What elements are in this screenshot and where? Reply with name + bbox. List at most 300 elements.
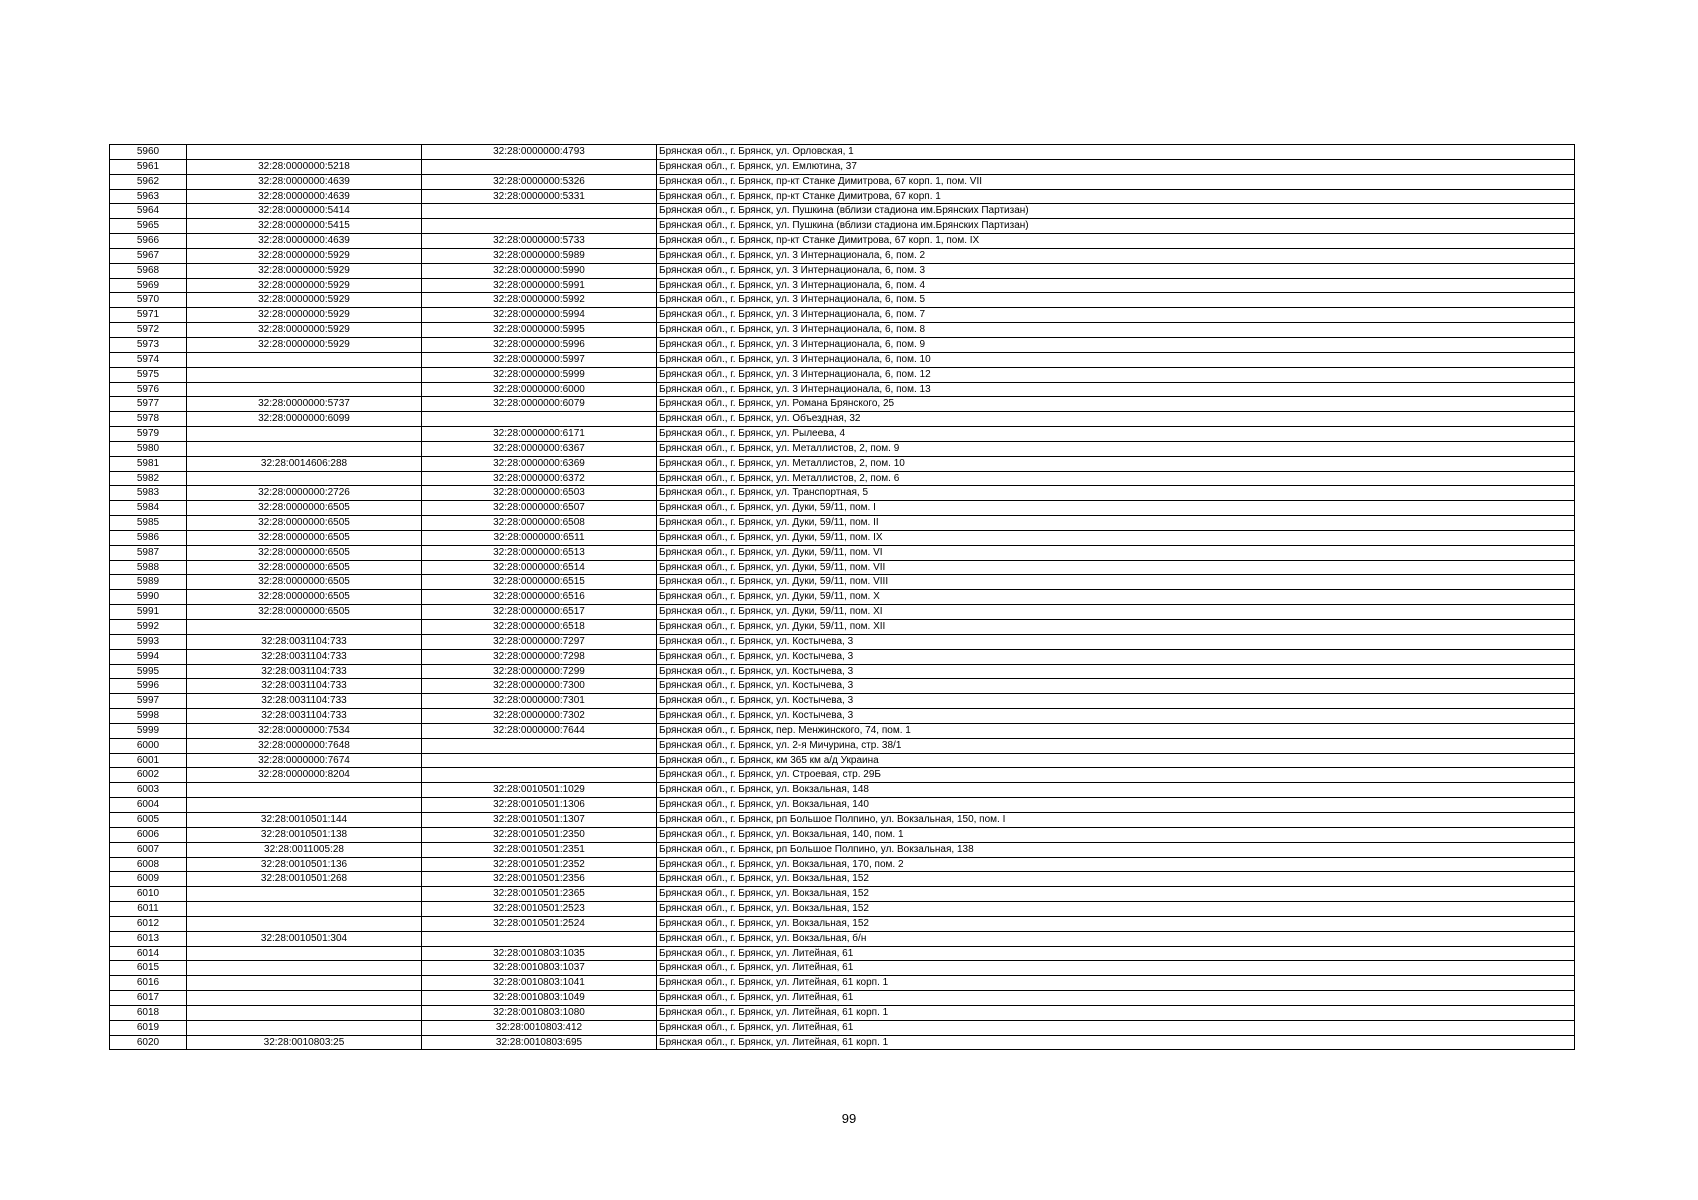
row-number-cell: 5978 [110, 412, 187, 427]
address-cell: Брянская обл., г. Брянск, ул. Транспортная, 5 [657, 486, 1575, 501]
premises-cadastral-number-cell: 32:28:0010501:1029 [422, 783, 657, 798]
cadastral-number-cell [187, 620, 422, 635]
row-number-cell: 5966 [110, 234, 187, 249]
premises-cadastral-number-cell: 32:28:0010803:1080 [422, 1005, 657, 1020]
premises-cadastral-number-cell: 32:28:0010803:1041 [422, 976, 657, 991]
cadastral-number-cell: 32:28:0000000:5414 [187, 204, 422, 219]
address-cell: Брянская обл., г. Брянск, км 365 км а/д Украина [657, 753, 1575, 768]
cadastral-number-cell: 32:28:0000000:4639 [187, 189, 422, 204]
table-row [110, 961, 1575, 976]
address-cell: Брянская обл., г. Брянск, пр-кт Станке Димитрова, 67 корп. 1, пом. VII [657, 174, 1575, 189]
table-row [110, 293, 1575, 308]
cadastral-number-cell [187, 961, 422, 976]
row-number-cell: 5984 [110, 501, 187, 516]
address-cell: Брянская обл., г. Брянск, ул. Костычева, 3 [657, 709, 1575, 724]
row-number-cell: 6017 [110, 991, 187, 1006]
premises-cadastral-number-cell: 32:28:0000000:7302 [422, 709, 657, 724]
table-row [110, 916, 1575, 931]
table-row [110, 634, 1575, 649]
page-number: 99 [841, 1111, 857, 1126]
table-row [110, 783, 1575, 798]
table-row [110, 323, 1575, 338]
table-row [110, 753, 1575, 768]
premises-cadastral-number-cell: 32:28:0000000:7300 [422, 679, 657, 694]
address-cell: Брянская обл., г. Брянск, ул. Литейная, 61 корп. 1 [657, 1035, 1575, 1050]
cadastral-number-cell: 32:28:0010501:304 [187, 931, 422, 946]
cadastral-number-cell: 32:28:0000000:6505 [187, 516, 422, 531]
cadastral-number-cell [187, 887, 422, 902]
row-number-cell: 6003 [110, 783, 187, 798]
table-row [110, 946, 1575, 961]
premises-cadastral-number-cell [422, 753, 657, 768]
premises-cadastral-number-cell: 32:28:0010803:1049 [422, 991, 657, 1006]
table-row [110, 219, 1575, 234]
premises-cadastral-number-cell: 32:28:0000000:6503 [422, 486, 657, 501]
table-row [110, 486, 1575, 501]
cadastral-number-cell: 32:28:0000000:6505 [187, 545, 422, 560]
table-row [110, 501, 1575, 516]
cadastral-number-cell: 32:28:0031104:733 [187, 634, 422, 649]
address-cell: Брянская обл., г. Брянск, ул. 3 Интернационала, 6, пом. 3 [657, 263, 1575, 278]
cadastral-number-cell: 32:28:0000000:5929 [187, 337, 422, 352]
row-number-cell: 5962 [110, 174, 187, 189]
row-number-cell: 6013 [110, 931, 187, 946]
address-cell: Брянская обл., г. Брянск, ул. Дуки, 59/11, пом. IX [657, 530, 1575, 545]
premises-cadastral-number-cell: 32:28:0000000:7298 [422, 649, 657, 664]
premises-cadastral-number-cell: 32:28:0010501:2524 [422, 916, 657, 931]
premises-cadastral-number-cell: 32:28:0000000:7644 [422, 723, 657, 738]
address-cell: Брянская обл., г. Брянск, ул. Костычева, 3 [657, 649, 1575, 664]
row-number-cell: 5970 [110, 293, 187, 308]
address-cell: Брянская обл., г. Брянск, ул. Вокзальная, 152 [657, 872, 1575, 887]
row-number-cell: 5998 [110, 709, 187, 724]
address-cell: Брянская обл., г. Брянск, ул. 3 Интернационала, 6, пом. 8 [657, 323, 1575, 338]
address-cell: Брянская обл., г. Брянск, ул. Дуки, 59/11, пом. II [657, 516, 1575, 531]
premises-cadastral-number-cell: 32:28:0000000:6171 [422, 427, 657, 442]
row-number-cell: 5992 [110, 620, 187, 635]
address-cell: Брянская обл., г. Брянск, ул. Костычева, 3 [657, 634, 1575, 649]
table-row [110, 471, 1575, 486]
premises-cadastral-number-cell: 32:28:0000000:5326 [422, 174, 657, 189]
premises-cadastral-number-cell: 32:28:0000000:5995 [422, 323, 657, 338]
address-cell: Брянская обл., г. Брянск, ул. Дуки, 59/11, пом. I [657, 501, 1575, 516]
cadastral-number-cell: 32:28:0000000:6099 [187, 412, 422, 427]
property-table [109, 144, 1575, 1050]
address-cell: Брянская обл., г. Брянск, ул. Литейная, 61 корп. 1 [657, 1005, 1575, 1020]
table-row [110, 308, 1575, 323]
row-number-cell: 5964 [110, 204, 187, 219]
address-cell: Брянская обл., г. Брянск, ул. Дуки, 59/11, пом. VII [657, 560, 1575, 575]
premises-cadastral-number-cell: 32:28:0000000:6516 [422, 590, 657, 605]
table-row [110, 590, 1575, 605]
cadastral-number-cell [187, 471, 422, 486]
cadastral-number-cell: 32:28:0010501:136 [187, 857, 422, 872]
row-number-cell: 5965 [110, 219, 187, 234]
premises-cadastral-number-cell: 32:28:0000000:5997 [422, 352, 657, 367]
row-number-cell: 5999 [110, 723, 187, 738]
cadastral-number-cell: 32:28:0000000:6505 [187, 530, 422, 545]
cadastral-number-cell: 32:28:0031104:733 [187, 649, 422, 664]
premises-cadastral-number-cell: 32:28:0000000:7299 [422, 664, 657, 679]
cadastral-number-cell: 32:28:0000000:5737 [187, 397, 422, 412]
address-cell: Брянская обл., г. Брянск, ул. Литейная, 61 [657, 946, 1575, 961]
premises-cadastral-number-cell: 32:28:0010501:2352 [422, 857, 657, 872]
premises-cadastral-number-cell: 32:28:0000000:7301 [422, 694, 657, 709]
table-row [110, 575, 1575, 590]
address-cell: Брянская обл., г. Брянск, ул. Вокзальная, 148 [657, 783, 1575, 798]
table-row [110, 827, 1575, 842]
row-number-cell: 5990 [110, 590, 187, 605]
address-cell: Брянская обл., г. Брянск, ул. Дуки, 59/11, пом. VIII [657, 575, 1575, 590]
address-cell: Брянская обл., г. Брянск, ул. Литейная, 61 корп. 1 [657, 976, 1575, 991]
row-number-cell: 5963 [110, 189, 187, 204]
table-row [110, 649, 1575, 664]
cadastral-number-cell: 32:28:0000000:5929 [187, 248, 422, 263]
row-number-cell: 6005 [110, 812, 187, 827]
row-number-cell: 5982 [110, 471, 187, 486]
address-cell: Брянская обл., г. Брянск, ул. Строевая, стр. 29Б [657, 768, 1575, 783]
row-number-cell: 6019 [110, 1020, 187, 1035]
premises-cadastral-number-cell: 32:28:0010501:2350 [422, 827, 657, 842]
premises-cadastral-number-cell: 32:28:0010501:1306 [422, 798, 657, 813]
table-row [110, 397, 1575, 412]
cadastral-number-cell: 32:28:0000000:5929 [187, 323, 422, 338]
address-cell: Брянская обл., г. Брянск, ул. Рылеева, 4 [657, 427, 1575, 442]
premises-cadastral-number-cell: 32:28:0000000:5991 [422, 278, 657, 293]
cadastral-number-cell: 32:28:0000000:5929 [187, 293, 422, 308]
premises-cadastral-number-cell: 32:28:0000000:6514 [422, 560, 657, 575]
table-row [110, 234, 1575, 249]
table-row [110, 530, 1575, 545]
row-number-cell: 6007 [110, 842, 187, 857]
row-number-cell: 6001 [110, 753, 187, 768]
table-row [110, 278, 1575, 293]
row-number-cell: 6018 [110, 1005, 187, 1020]
table-row [110, 679, 1575, 694]
address-cell: Брянская обл., г. Брянск, ул. 3 Интернационала, 6, пом. 4 [657, 278, 1575, 293]
table-row [110, 412, 1575, 427]
cadastral-number-cell: 32:28:0000000:5218 [187, 159, 422, 174]
cadastral-number-cell: 32:28:0031104:733 [187, 694, 422, 709]
cadastral-number-cell [187, 367, 422, 382]
row-number-cell: 5994 [110, 649, 187, 664]
address-cell: Брянская обл., г. Брянск, ул. Дуки, 59/11, пом. XI [657, 605, 1575, 620]
premises-cadastral-number-cell: 32:28:0000000:4793 [422, 145, 657, 160]
row-number-cell: 5995 [110, 664, 187, 679]
address-cell: Брянская обл., г. Брянск, пр-кт Станке Димитрова, 67 корп. 1 [657, 189, 1575, 204]
address-cell: Брянская обл., г. Брянск, ул. Металлистов, 2, пом. 9 [657, 441, 1575, 456]
premises-cadastral-number-cell: 32:28:0000000:5992 [422, 293, 657, 308]
row-number-cell: 5969 [110, 278, 187, 293]
cadastral-number-cell [187, 783, 422, 798]
cadastral-number-cell [187, 902, 422, 917]
cadastral-number-cell [187, 1020, 422, 1035]
cadastral-number-cell: 32:28:0000000:6505 [187, 501, 422, 516]
premises-cadastral-number-cell: 32:28:0000000:7297 [422, 634, 657, 649]
cadastral-number-cell: 32:28:0000000:6505 [187, 605, 422, 620]
table-row [110, 842, 1575, 857]
cadastral-number-cell [187, 441, 422, 456]
premises-cadastral-number-cell [422, 204, 657, 219]
cadastral-number-cell: 32:28:0031104:733 [187, 664, 422, 679]
cadastral-number-cell: 32:28:0000000:5415 [187, 219, 422, 234]
property-table-body [110, 145, 1575, 1050]
address-cell: Брянская обл., г. Брянск, ул. 3 Интернационала, 6, пом. 7 [657, 308, 1575, 323]
row-number-cell: 5980 [110, 441, 187, 456]
premises-cadastral-number-cell: 32:28:0000000:6517 [422, 605, 657, 620]
row-number-cell: 5972 [110, 323, 187, 338]
address-cell: Брянская обл., г. Брянск, ул. Вокзальная, 152 [657, 887, 1575, 902]
address-cell: Брянская обл., г. Брянск, ул. 3 Интернационала, 6, пом. 12 [657, 367, 1575, 382]
cadastral-number-cell: 32:28:0000000:5929 [187, 263, 422, 278]
row-number-cell: 6008 [110, 857, 187, 872]
premises-cadastral-number-cell [422, 931, 657, 946]
address-cell: Брянская обл., г. Брянск, ул. Металлистов, 2, пом. 10 [657, 456, 1575, 471]
address-cell: Брянская обл., г. Брянск, ул. 3 Интернационала, 6, пом. 5 [657, 293, 1575, 308]
address-cell: Брянская обл., г. Брянск, ул. Вокзальная, 140 [657, 798, 1575, 813]
address-cell: Брянская обл., г. Брянск, ул. Орловская, 1 [657, 145, 1575, 160]
address-cell: Брянская обл., г. Брянск, ул. Костычева, 3 [657, 694, 1575, 709]
cadastral-number-cell: 32:28:0010501:138 [187, 827, 422, 842]
table-row [110, 263, 1575, 278]
cadastral-number-cell: 32:28:0000000:7648 [187, 738, 422, 753]
table-row [110, 694, 1575, 709]
table-row [110, 545, 1575, 560]
address-cell: Брянская обл., г. Брянск, ул. Вокзальная, 152 [657, 916, 1575, 931]
table-row [110, 931, 1575, 946]
row-number-cell: 5985 [110, 516, 187, 531]
row-number-cell: 5976 [110, 382, 187, 397]
address-cell: Брянская обл., г. Брянск, ул. Вокзальная, б/н [657, 931, 1575, 946]
row-number-cell: 5971 [110, 308, 187, 323]
premises-cadastral-number-cell: 32:28:0000000:6369 [422, 456, 657, 471]
address-cell: Брянская обл., г. Брянск, ул. Литейная, 61 [657, 1020, 1575, 1035]
row-number-cell: 5974 [110, 352, 187, 367]
row-number-cell: 5997 [110, 694, 187, 709]
table-row [110, 768, 1575, 783]
premises-cadastral-number-cell: 32:28:0000000:6507 [422, 501, 657, 516]
address-cell: Брянская обл., г. Брянск, ул. Литейная, 61 [657, 991, 1575, 1006]
row-number-cell: 5986 [110, 530, 187, 545]
table-row [110, 857, 1575, 872]
premises-cadastral-number-cell: 32:28:0010803:1035 [422, 946, 657, 961]
row-number-cell: 6014 [110, 946, 187, 961]
address-cell: Брянская обл., г. Брянск, ул. 3 Интернационала, 6, пом. 2 [657, 248, 1575, 263]
row-number-cell: 5991 [110, 605, 187, 620]
premises-cadastral-number-cell: 32:28:0000000:5733 [422, 234, 657, 249]
table-row [110, 248, 1575, 263]
premises-cadastral-number-cell: 32:28:0000000:6508 [422, 516, 657, 531]
premises-cadastral-number-cell [422, 159, 657, 174]
address-cell: Брянская обл., г. Брянск, ул. Костычева, 3 [657, 664, 1575, 679]
address-cell: Брянская обл., г. Брянск, пер. Менжинского, 74, пом. 1 [657, 723, 1575, 738]
cadastral-number-cell [187, 798, 422, 813]
cadastral-number-cell: 32:28:0000000:2726 [187, 486, 422, 501]
premises-cadastral-number-cell [422, 412, 657, 427]
premises-cadastral-number-cell: 32:28:0000000:5989 [422, 248, 657, 263]
table-row [110, 812, 1575, 827]
cadastral-number-cell [187, 991, 422, 1006]
premises-cadastral-number-cell: 32:28:0000000:6513 [422, 545, 657, 560]
premises-cadastral-number-cell: 32:28:0000000:5996 [422, 337, 657, 352]
row-number-cell: 6006 [110, 827, 187, 842]
premises-cadastral-number-cell: 32:28:0000000:6511 [422, 530, 657, 545]
row-number-cell: 5993 [110, 634, 187, 649]
premises-cadastral-number-cell: 32:28:0000000:6515 [422, 575, 657, 590]
premises-cadastral-number-cell: 32:28:0000000:6000 [422, 382, 657, 397]
address-cell: Брянская обл., г. Брянск, ул. 3 Интернационала, 6, пом. 13 [657, 382, 1575, 397]
table-row [110, 352, 1575, 367]
cadastral-number-cell: 32:28:0011005:28 [187, 842, 422, 857]
address-cell: Брянская обл., г. Брянск, ул. Объездная, 32 [657, 412, 1575, 427]
cadastral-number-cell: 32:28:0010501:144 [187, 812, 422, 827]
address-cell: Брянская обл., г. Брянск, ул. 2-я Мичурина, стр. 38/1 [657, 738, 1575, 753]
premises-cadastral-number-cell: 32:28:0000000:5331 [422, 189, 657, 204]
row-number-cell: 5988 [110, 560, 187, 575]
row-number-cell: 5979 [110, 427, 187, 442]
table-row [110, 664, 1575, 679]
address-cell: Брянская обл., г. Брянск, ул. 3 Интернационала, 6, пом. 10 [657, 352, 1575, 367]
address-cell: Брянская обл., г. Брянск, ул. Пушкина (вблизи стадиона им.Брянских Партизан) [657, 219, 1575, 234]
table-row [110, 145, 1575, 160]
row-number-cell: 6015 [110, 961, 187, 976]
premises-cadastral-number-cell: 32:28:0000000:6367 [422, 441, 657, 456]
row-number-cell: 6012 [110, 916, 187, 931]
table-row [110, 367, 1575, 382]
table-row [110, 872, 1575, 887]
table-row [110, 723, 1575, 738]
cadastral-number-cell [187, 145, 422, 160]
premises-cadastral-number-cell: 32:28:0010501:2356 [422, 872, 657, 887]
premises-cadastral-number-cell: 32:28:0010803:1037 [422, 961, 657, 976]
address-cell: Брянская обл., г. Брянск, ул. Пушкина (вблизи стадиона им.Брянских Партизан) [657, 204, 1575, 219]
table-row [110, 516, 1575, 531]
premises-cadastral-number-cell: 32:28:0010803:412 [422, 1020, 657, 1035]
row-number-cell: 6011 [110, 902, 187, 917]
table-row [110, 605, 1575, 620]
table-row [110, 902, 1575, 917]
table-row [110, 1035, 1575, 1050]
row-number-cell: 5975 [110, 367, 187, 382]
cadastral-number-cell [187, 1005, 422, 1020]
premises-cadastral-number-cell [422, 738, 657, 753]
cadastral-number-cell [187, 427, 422, 442]
premises-cadastral-number-cell: 32:28:0000000:5994 [422, 308, 657, 323]
row-number-cell: 5987 [110, 545, 187, 560]
cadastral-number-cell: 32:28:0000000:6505 [187, 590, 422, 605]
table-row [110, 887, 1575, 902]
cadastral-number-cell [187, 382, 422, 397]
address-cell: Брянская обл., г. Брянск, ул. Вокзальная, 170, пом. 2 [657, 857, 1575, 872]
cadastral-number-cell: 32:28:0031104:733 [187, 709, 422, 724]
premises-cadastral-number-cell: 32:28:0010803:695 [422, 1035, 657, 1050]
row-number-cell: 5973 [110, 337, 187, 352]
table-row [110, 620, 1575, 635]
premises-cadastral-number-cell: 32:28:0010501:1307 [422, 812, 657, 827]
premises-cadastral-number-cell: 32:28:0000000:5990 [422, 263, 657, 278]
address-cell: Брянская обл., г. Брянск, рп Большое Полпино, ул. Вокзальная, 150, пом. I [657, 812, 1575, 827]
row-number-cell: 6004 [110, 798, 187, 813]
address-cell: Брянская обл., г. Брянск, ул. Романа Брянского, 25 [657, 397, 1575, 412]
row-number-cell: 5996 [110, 679, 187, 694]
table-row [110, 382, 1575, 397]
cadastral-number-cell: 32:28:0000000:5929 [187, 278, 422, 293]
table-row [110, 709, 1575, 724]
address-cell: Брянская обл., г. Брянск, ул. Дуки, 59/11, пом. XII [657, 620, 1575, 635]
cadastral-number-cell: 32:28:0031104:733 [187, 679, 422, 694]
row-number-cell: 5989 [110, 575, 187, 590]
cadastral-number-cell: 32:28:0000000:4639 [187, 234, 422, 249]
premises-cadastral-number-cell [422, 219, 657, 234]
cadastral-number-cell [187, 916, 422, 931]
table-row [110, 204, 1575, 219]
row-number-cell: 5967 [110, 248, 187, 263]
cadastral-number-cell: 32:28:0014606:288 [187, 456, 422, 471]
row-number-cell: 5968 [110, 263, 187, 278]
table-row [110, 159, 1575, 174]
premises-cadastral-number-cell: 32:28:0000000:6079 [422, 397, 657, 412]
address-cell: Брянская обл., г. Брянск, пр-кт Станке Димитрова, 67 корп. 1, пом. IX [657, 234, 1575, 249]
cadastral-number-cell [187, 352, 422, 367]
address-cell: Брянская обл., г. Брянск, ул. Литейная, 61 [657, 961, 1575, 976]
premises-cadastral-number-cell: 32:28:0000000:5999 [422, 367, 657, 382]
table-row [110, 976, 1575, 991]
row-number-cell: 6000 [110, 738, 187, 753]
address-cell: Брянская обл., г. Брянск, ул. Металлистов, 2, пом. 6 [657, 471, 1575, 486]
cadastral-number-cell: 32:28:0000000:5929 [187, 308, 422, 323]
address-cell: Брянская обл., г. Брянск, ул. Емлютина, 37 [657, 159, 1575, 174]
cadastral-number-cell [187, 976, 422, 991]
row-number-cell: 5981 [110, 456, 187, 471]
address-cell: Брянская обл., г. Брянск, ул. Костычева, 3 [657, 679, 1575, 694]
cadastral-number-cell [187, 946, 422, 961]
table-row [110, 1005, 1575, 1020]
cadastral-number-cell: 32:28:0000000:8204 [187, 768, 422, 783]
row-number-cell: 5961 [110, 159, 187, 174]
row-number-cell: 6002 [110, 768, 187, 783]
cadastral-number-cell: 32:28:0000000:7534 [187, 723, 422, 738]
premises-cadastral-number-cell: 32:28:0010501:2351 [422, 842, 657, 857]
cadastral-number-cell: 32:28:0000000:4639 [187, 174, 422, 189]
cadastral-number-cell: 32:28:0010501:268 [187, 872, 422, 887]
address-cell: Брянская обл., г. Брянск, ул. Вокзальная, 140, пом. 1 [657, 827, 1575, 842]
table-row [110, 427, 1575, 442]
table-row [110, 560, 1575, 575]
row-number-cell: 6020 [110, 1035, 187, 1050]
table-row [110, 337, 1575, 352]
row-number-cell: 6016 [110, 976, 187, 991]
row-number-cell: 6009 [110, 872, 187, 887]
address-cell: Брянская обл., г. Брянск, ул. 3 Интернационала, 6, пом. 9 [657, 337, 1575, 352]
cadastral-number-cell: 32:28:0000000:6505 [187, 560, 422, 575]
row-number-cell: 5983 [110, 486, 187, 501]
premises-cadastral-number-cell: 32:28:0010501:2365 [422, 887, 657, 902]
table-row [110, 456, 1575, 471]
premises-cadastral-number-cell [422, 768, 657, 783]
address-cell: Брянская обл., г. Брянск, ул. Дуки, 59/11, пом. VI [657, 545, 1575, 560]
cadastral-number-cell: 32:28:0000000:6505 [187, 575, 422, 590]
table-row [110, 1020, 1575, 1035]
table-row [110, 738, 1575, 753]
address-cell: Брянская обл., г. Брянск, ул. Вокзальная, 152 [657, 902, 1575, 917]
address-cell: Брянская обл., г. Брянск, рп Большое Полпино, ул. Вокзальная, 138 [657, 842, 1575, 857]
premises-cadastral-number-cell: 32:28:0010501:2523 [422, 902, 657, 917]
table-row [110, 991, 1575, 1006]
address-cell: Брянская обл., г. Брянск, ул. Дуки, 59/11, пом. X [657, 590, 1575, 605]
row-number-cell: 5960 [110, 145, 187, 160]
table-row [110, 441, 1575, 456]
table-row [110, 174, 1575, 189]
